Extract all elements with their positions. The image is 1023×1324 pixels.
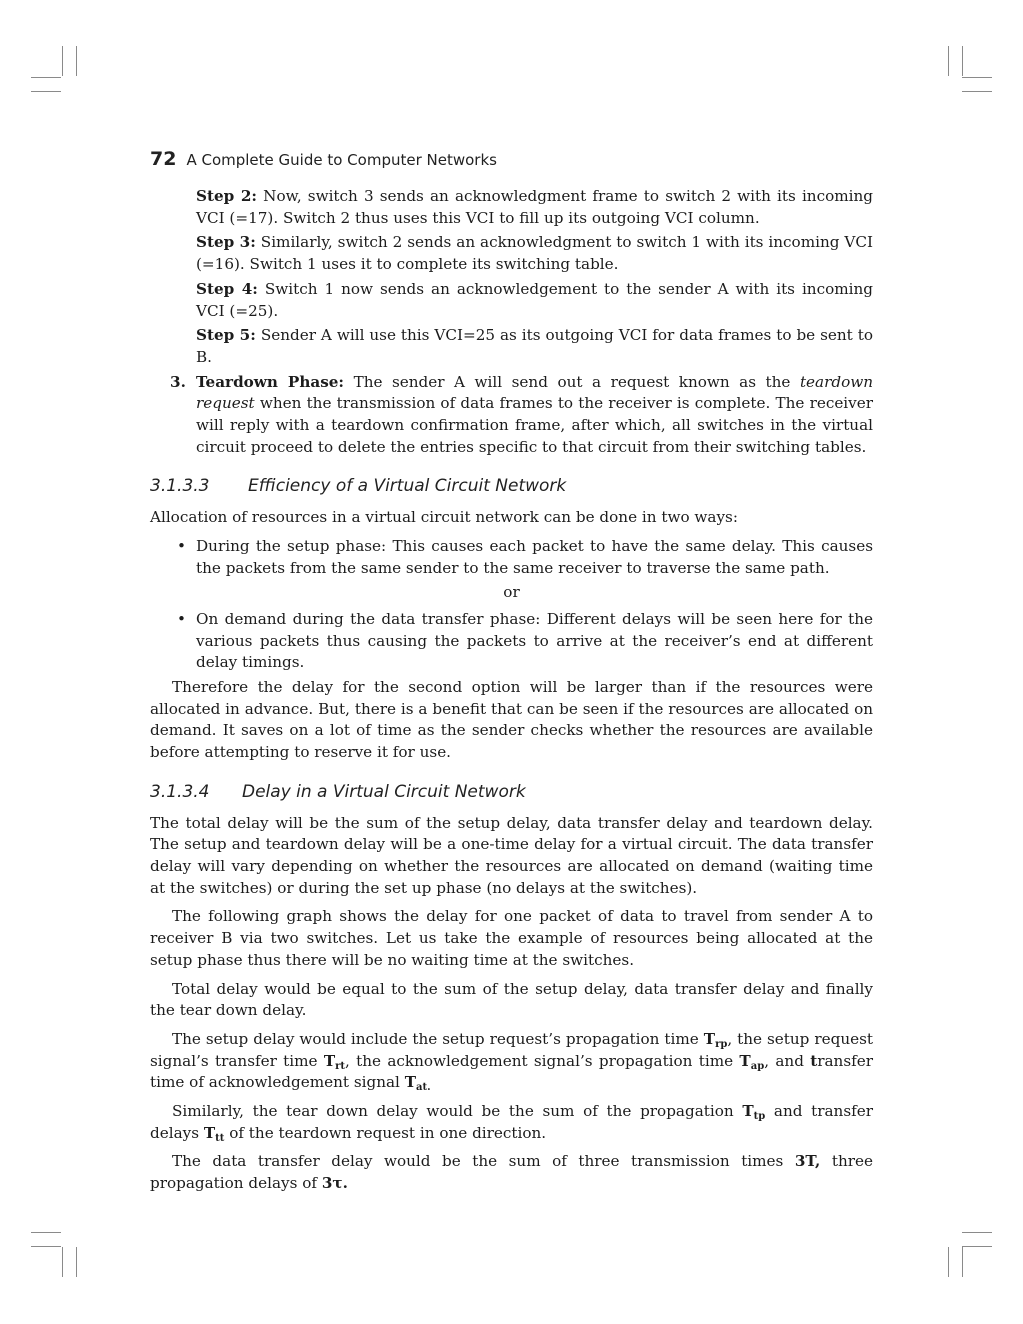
delay-paragraph-1: The total delay will be the sum of the setup delay, data transfer delay and teardown delay. The setup and teardown delay will be a one-time delay for a virtual circuit. The data transfer delay will vary depending on whether the resources are allocated on demand (waiting time at the switches) or during the set up phase (no delays at the switches). xyxy=(150,813,873,897)
teardown-phase-item: 3. Teardown Phase: The sender A will send out a request known as the teardown request when the transmission of data frames to the receiver is complete. The receiver will reply with a teardown confirmation frame, after which, all switches in the virtual circuit proceed to delete the entries specific to that circuit from their switching tables. xyxy=(170,372,873,456)
section-heading-delay: 3.1.3.4 Delay in a Virtual Circuit Network xyxy=(150,781,526,802)
bullet-icon: • xyxy=(177,536,186,555)
bullet-item-on-demand: • On demand during the data transfer phase: Different delays will be seen here for the various packets thus causing the packets to arrive at the receiver’s end at different delay timings. xyxy=(177,609,873,672)
page-number: 72 xyxy=(150,148,177,170)
step-5: Step 5: Sender A will use this VCI=25 as its outgoing VCI for data frames to be sent to B. xyxy=(196,326,873,366)
delay-paragraph-3: Total delay would be equal to the sum of the setup delay, data transfer delay and finally the tear down delay. xyxy=(150,979,873,1020)
delay-paragraph-transfer: The data transfer delay would be the sum of three transmission times 3T, three propagation delays of 3τ. xyxy=(150,1152,873,1193)
page-header xyxy=(150,148,880,172)
step-2: Step 2: Now, switch 3 sends an acknowledgment frame to switch 2 with its incoming VCI (=17). Switch 2 thus uses this VCI to fill up its outgoing VCI column. xyxy=(196,187,873,227)
delay-paragraph-2: The following graph shows the delay for one packet of data to travel from sender A to receiver B via two switches. Let us take the example of resources being allocated at the setup phase thus there will be no waiting time at the switches. xyxy=(150,907,873,969)
step-4: Step 4: Switch 1 now sends an acknowledgement to the sender A with its incoming VCI (=25). xyxy=(196,279,873,320)
bullet-item-setup: • During the setup phase: This causes each packet to have the same delay. This causes the packets from the same sender to the same receiver to traverse the same path. xyxy=(177,536,873,577)
step-3: Step 3: Similarly, switch 2 sends an acknowledgment to switch 1 with its incoming VCI (=16). Switch 1 uses it to complete its switching table. xyxy=(196,233,873,274)
page-body xyxy=(150,186,873,1202)
or-separator: or xyxy=(503,583,520,602)
delay-paragraph-setup: The setup delay would include the setup request’s propagation time $T_{rp}$, the setup request signal’s transfer time $T_{rt}$, the acknowledgement signal’s propagation time $T_{ap}$, and transfer time of acknowledgement signal $T_{at.}$ xyxy=(150,1029,873,1094)
book-title: A Complete Guide to Computer Networks xyxy=(186,151,497,169)
delay-paragraph-teardown: Similarly, the tear down delay would be the sum of the propagation $T_{tp}$ and transfer delays $T_{tt}$ of the teardown request in one direction. xyxy=(150,1102,873,1144)
bullet-icon: • xyxy=(177,609,186,628)
section-heading-efficiency: 3.1.3.3 Efficiency of a Virtual Circuit Network xyxy=(150,476,567,497)
efficiency-closing: Therefore the delay for the second option will be larger than if the resources were allocated in advance. But, there is a benefit that can be seen if the resources are allocated on demand. It saves on a lot of time as the sender checks whether the resources are available before attempting to reserve it for use. xyxy=(150,678,873,762)
efficiency-intro: Allocation of resources in a virtual circuit network can be done in two ways: xyxy=(150,508,738,527)
